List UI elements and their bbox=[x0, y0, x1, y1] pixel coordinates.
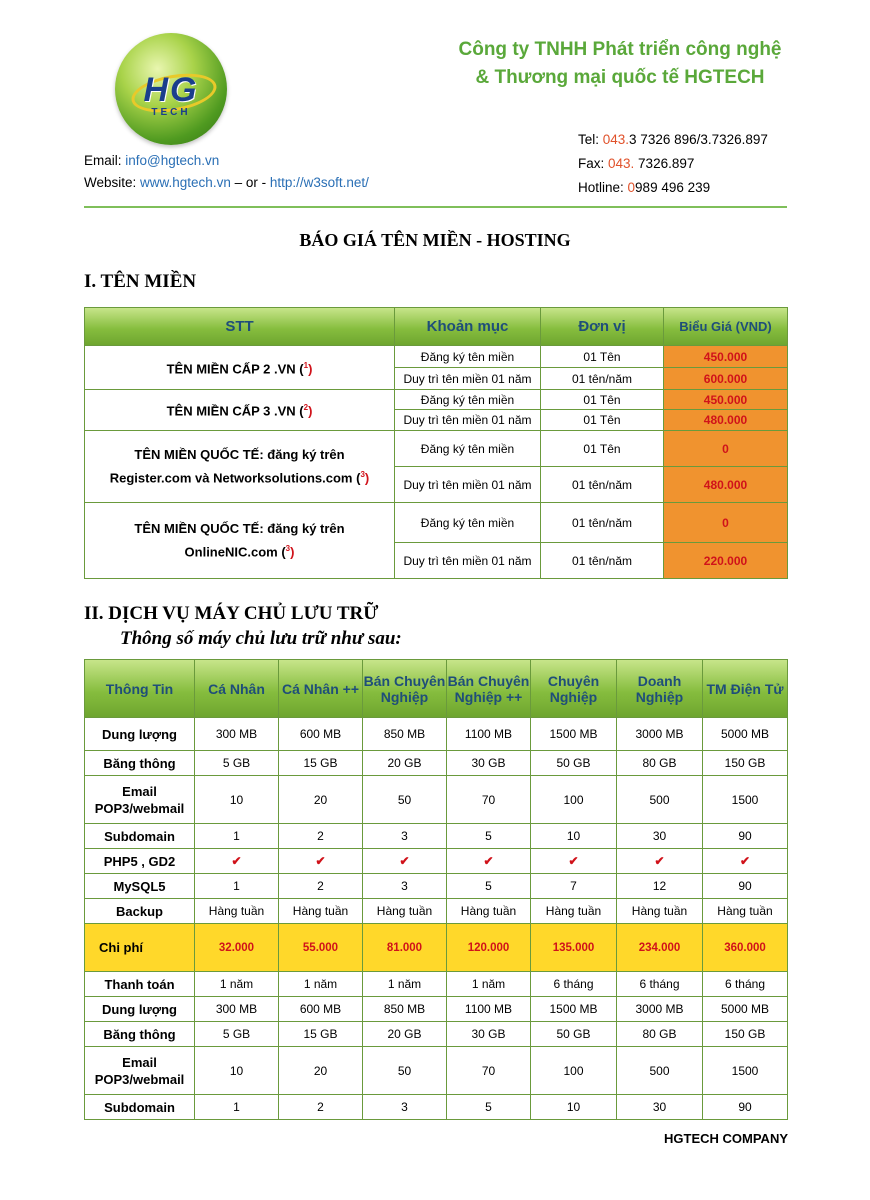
hosting-spec-table bbox=[84, 659, 788, 1120]
value-cell: 234.000 bbox=[617, 924, 703, 972]
domain-group-2: TÊN MIỀN CẤP 3 .VN ($^2$) bbox=[85, 390, 395, 431]
value-cell: 150 GB bbox=[703, 1022, 788, 1047]
col-item: Khoản mục bbox=[395, 308, 541, 346]
value-cell: 1 năm bbox=[195, 972, 279, 997]
value-cell: 90 bbox=[703, 874, 788, 899]
row-label: Email POP3/webmail bbox=[85, 776, 195, 824]
value-cell: 5000 MB bbox=[703, 997, 788, 1022]
value-cell: 3 bbox=[363, 824, 447, 849]
logo-text: HG bbox=[143, 71, 199, 109]
row-label: Backup bbox=[85, 899, 195, 924]
hotline-line: Hotline: 0989 496 239 bbox=[578, 180, 711, 195]
check-icon: ✔ bbox=[617, 849, 703, 874]
hosting-table-header bbox=[85, 660, 788, 718]
value-cell: 30 bbox=[617, 1095, 703, 1120]
value-cell: Hàng tuần bbox=[279, 899, 363, 924]
value-cell: 10 bbox=[195, 1047, 279, 1095]
value-cell: Hàng tuần bbox=[363, 899, 447, 924]
value-cell: 1500 bbox=[703, 776, 788, 824]
col-plan: Bán Chuyên Nghiệp bbox=[363, 660, 447, 718]
value-cell: 5 GB bbox=[195, 751, 279, 776]
domain-group-4: TÊN MIỀN QUỐC TẾ: đăng ký trên OnlineNIC.com ($^3$) bbox=[85, 503, 395, 579]
section-2-heading: II. DỊCH VỤ MÁY CHỦ LƯU TRỮ bbox=[84, 603, 379, 624]
company-line-1: Công ty TNHH Phát triển công nghệ bbox=[458, 39, 782, 60]
table-row: TÊN MIỀN QUỐC TẾ: đăng ký trên OnlineNIC.com ($^3$) Đăng ký tên miền 01 tên/năm 0 bbox=[85, 503, 788, 543]
row-label: PHP5 , GD2 bbox=[85, 849, 195, 874]
value-cell: 120.000 bbox=[447, 924, 531, 972]
value-cell: 3000 MB bbox=[617, 718, 703, 751]
table-row bbox=[85, 874, 788, 899]
value-cell: 80 GB bbox=[617, 1022, 703, 1047]
col-plan: TM Điện Tử bbox=[703, 660, 788, 718]
value-cell: 6 tháng bbox=[531, 972, 617, 997]
header-divider bbox=[84, 206, 787, 208]
value-cell: 12 bbox=[617, 874, 703, 899]
table-row bbox=[85, 718, 788, 751]
price-cell: 450.000 bbox=[664, 346, 788, 368]
check-icon: ✔ bbox=[447, 849, 531, 874]
fax-line: Fax: 043. 7326.897 bbox=[578, 156, 695, 171]
table-row bbox=[85, 824, 788, 849]
value-cell: 150 GB bbox=[703, 751, 788, 776]
value-cell: 15 GB bbox=[279, 1022, 363, 1047]
value-cell: 1 năm bbox=[279, 972, 363, 997]
value-cell: 90 bbox=[703, 1095, 788, 1120]
table-row: Duy trì tên miền 01 năm 01 tên/năm 220.000 bbox=[85, 543, 788, 579]
value-cell: 20 bbox=[279, 1047, 363, 1095]
col-unit: Đơn vị bbox=[541, 308, 664, 346]
price-cell: 220.000 bbox=[664, 543, 788, 579]
price-cell: 0 bbox=[664, 431, 788, 467]
table-row: TÊN MIỀN CẤP 2 .VN ($^1$) Đăng ký tên miền 01 Tên 450.000 bbox=[85, 346, 788, 368]
value-cell: 5 bbox=[447, 824, 531, 849]
col-plan: Cá Nhân bbox=[195, 660, 279, 718]
col-plan: Cá Nhân ++ bbox=[279, 660, 363, 718]
value-cell: 32.000 bbox=[195, 924, 279, 972]
value-cell: 20 GB bbox=[363, 1022, 447, 1047]
table-row bbox=[85, 1022, 788, 1047]
value-cell: 80 GB bbox=[617, 751, 703, 776]
logo-subtext: TECH bbox=[151, 107, 191, 118]
document-title: BÁO GIÁ TÊN MIỀN - HOSTING bbox=[299, 230, 571, 250]
value-cell: 3 bbox=[363, 1095, 447, 1120]
row-label: Chi phí bbox=[85, 924, 195, 972]
row-label: Dung lượng bbox=[85, 718, 195, 751]
footer-company: HGTECH COMPANY bbox=[664, 1131, 788, 1146]
row-label: Băng thông bbox=[85, 1022, 195, 1047]
table-row bbox=[85, 776, 788, 824]
section-1-heading: I. TÊN MIỀN bbox=[84, 271, 197, 292]
row-label: Băng thông bbox=[85, 751, 195, 776]
col-plan: Chuyên Nghiệp bbox=[531, 660, 617, 718]
value-cell: 3000 MB bbox=[617, 997, 703, 1022]
value-cell: 70 bbox=[447, 1047, 531, 1095]
check-icon: ✔ bbox=[703, 849, 788, 874]
company-logo bbox=[115, 33, 227, 145]
value-cell: 2 bbox=[279, 874, 363, 899]
value-cell: 5 bbox=[447, 1095, 531, 1120]
value-cell: 600 MB bbox=[279, 718, 363, 751]
value-cell: 1500 MB bbox=[531, 718, 617, 751]
domain-price-table bbox=[84, 307, 788, 579]
table-row bbox=[85, 997, 788, 1022]
value-cell: 850 MB bbox=[363, 997, 447, 1022]
value-cell: 300 MB bbox=[195, 997, 279, 1022]
value-cell: 30 bbox=[617, 824, 703, 849]
value-cell: 3 bbox=[363, 874, 447, 899]
domain-group-3: TÊN MIỀN QUỐC TẾ: đăng ký trên Register.com và Networksolutions.com ($^3$) bbox=[85, 431, 395, 503]
row-label: Dung lượng bbox=[85, 997, 195, 1022]
email-line: Email: info@hgtech.vn bbox=[84, 153, 220, 168]
table-row: TÊN MIỀN CẤP 3 .VN ($^2$) Đăng ký tên miền 01 Tên 450.000 bbox=[85, 390, 788, 410]
value-cell: 600 MB bbox=[279, 997, 363, 1022]
website-link-1[interactable]: www.hgtech.vn bbox=[140, 175, 231, 190]
value-cell: Hàng tuần bbox=[703, 899, 788, 924]
price-cell: 450.000 bbox=[664, 390, 788, 410]
value-cell: 2 bbox=[279, 824, 363, 849]
table-row bbox=[85, 1095, 788, 1120]
value-cell: 1100 MB bbox=[447, 997, 531, 1022]
table-row bbox=[85, 899, 788, 924]
row-label: Subdomain bbox=[85, 824, 195, 849]
value-cell: 360.000 bbox=[703, 924, 788, 972]
value-cell: 10 bbox=[195, 776, 279, 824]
value-cell: 20 GB bbox=[363, 751, 447, 776]
value-cell: 15 GB bbox=[279, 751, 363, 776]
value-cell: 50 bbox=[363, 1047, 447, 1095]
value-cell: 1500 MB bbox=[531, 997, 617, 1022]
value-cell: 10 bbox=[531, 824, 617, 849]
table-row: Duy trì tên miền 01 năm 01 tên/năm 600.000 bbox=[85, 368, 788, 390]
value-cell: 1 bbox=[195, 874, 279, 899]
value-cell: 70 bbox=[447, 776, 531, 824]
row-label: Thanh toán bbox=[85, 972, 195, 997]
value-cell: 135.000 bbox=[531, 924, 617, 972]
col-stt: STT bbox=[85, 308, 395, 346]
domain-group-1: TÊN MIỀN CẤP 2 .VN ($^1$) bbox=[85, 346, 395, 390]
value-cell: 5 GB bbox=[195, 1022, 279, 1047]
col-plan: Doanh Nghiệp bbox=[617, 660, 703, 718]
email-link[interactable]: info@hgtech.vn bbox=[125, 153, 220, 168]
domain-table-header bbox=[85, 308, 788, 346]
value-cell: 100 bbox=[531, 1047, 617, 1095]
check-icon: ✔ bbox=[195, 849, 279, 874]
value-cell: 50 GB bbox=[531, 1022, 617, 1047]
value-cell: 850 MB bbox=[363, 718, 447, 751]
table-row: Duy trì tên miền 01 năm 01 tên/năm 480.000 bbox=[85, 467, 788, 503]
value-cell: 1 năm bbox=[363, 972, 447, 997]
value-cell: 300 MB bbox=[195, 718, 279, 751]
price-cell: 0 bbox=[664, 503, 788, 543]
table-row bbox=[85, 849, 788, 874]
check-icon: ✔ bbox=[531, 849, 617, 874]
col-plan: Bán Chuyên Nghiệp ++ bbox=[447, 660, 531, 718]
check-icon: ✔ bbox=[363, 849, 447, 874]
value-cell: 1 bbox=[195, 1095, 279, 1120]
value-cell: 6 tháng bbox=[617, 972, 703, 997]
table-row bbox=[85, 751, 788, 776]
value-cell: 500 bbox=[617, 776, 703, 824]
value-cell: 6 tháng bbox=[703, 972, 788, 997]
website-link-2[interactable]: http://w3soft.net/ bbox=[269, 175, 369, 190]
table-row: Duy trì tên miền 01 năm 01 Tên 480.000 bbox=[85, 410, 788, 431]
row-label: Email POP3/webmail bbox=[85, 1047, 195, 1095]
value-cell: 55.000 bbox=[279, 924, 363, 972]
value-cell: 2 bbox=[279, 1095, 363, 1120]
value-cell: 1 năm bbox=[447, 972, 531, 997]
value-cell: Hàng tuần bbox=[531, 899, 617, 924]
value-cell: 100 bbox=[531, 776, 617, 824]
row-label: Subdomain bbox=[85, 1095, 195, 1120]
price-cell: 480.000 bbox=[664, 410, 788, 431]
website-line: Website: www.hgtech.vn – or - http://w3soft.net/ bbox=[84, 175, 369, 190]
value-cell: 20 bbox=[279, 776, 363, 824]
value-cell: 1500 bbox=[703, 1047, 788, 1095]
value-cell: 10 bbox=[531, 1095, 617, 1120]
company-name bbox=[420, 36, 820, 92]
value-cell: 81.000 bbox=[363, 924, 447, 972]
value-cell: 1 bbox=[195, 824, 279, 849]
value-cell: 30 GB bbox=[447, 751, 531, 776]
value-cell: 50 GB bbox=[531, 751, 617, 776]
value-cell: 50 bbox=[363, 776, 447, 824]
company-line-2: & Thương mại quốc tế HGTECH bbox=[475, 67, 765, 88]
value-cell: 30 GB bbox=[447, 1022, 531, 1047]
web-contacts bbox=[84, 150, 369, 194]
value-cell: Hàng tuần bbox=[195, 899, 279, 924]
value-cell: Hàng tuần bbox=[447, 899, 531, 924]
cost-row bbox=[85, 924, 788, 972]
tel-line: Tel: 043.3 7326 896/3.7326.897 bbox=[578, 132, 768, 147]
value-cell: 90 bbox=[703, 824, 788, 849]
phone-contacts bbox=[578, 128, 768, 200]
row-label: MySQL5 bbox=[85, 874, 195, 899]
value-cell: 7 bbox=[531, 874, 617, 899]
table-row: TÊN MIỀN QUỐC TẾ: đăng ký trên Register.com và Networksolutions.com ($^3$) Đăng ký tên miền 01 Tên 0 bbox=[85, 431, 788, 467]
price-cell: 600.000 bbox=[664, 368, 788, 390]
section-2-subheading: Thông số máy chủ lưu trữ như sau: bbox=[120, 628, 402, 649]
value-cell: 500 bbox=[617, 1047, 703, 1095]
value-cell: 5 bbox=[447, 874, 531, 899]
col-price: Biểu Giá (VND) bbox=[664, 308, 788, 346]
price-cell: 480.000 bbox=[664, 467, 788, 503]
value-cell: 1100 MB bbox=[447, 718, 531, 751]
table-row bbox=[85, 972, 788, 997]
table-row bbox=[85, 1047, 788, 1095]
col-info: Thông Tin bbox=[85, 660, 195, 718]
value-cell: 5000 MB bbox=[703, 718, 788, 751]
check-icon: ✔ bbox=[279, 849, 363, 874]
value-cell: Hàng tuần bbox=[617, 899, 703, 924]
